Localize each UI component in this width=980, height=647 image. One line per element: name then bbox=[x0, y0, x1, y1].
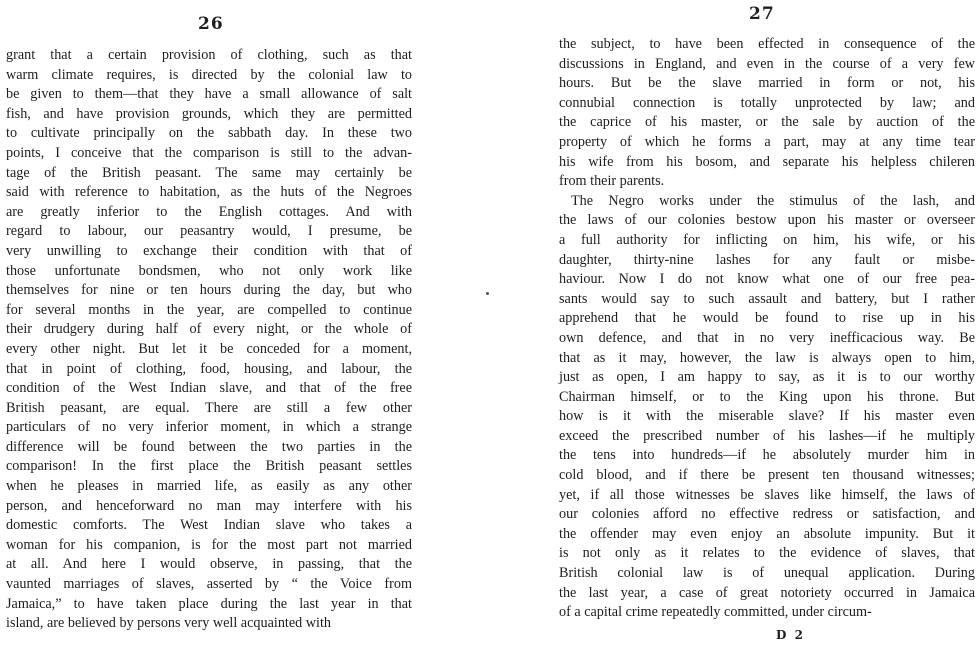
text-line: person, and henceforward no man may interfere with his bbox=[6, 497, 412, 514]
text-line: those unfortunate bondsmen, who not only work like bbox=[6, 262, 412, 279]
text-line: fish, and have provision grounds, which they are permitted bbox=[6, 105, 412, 122]
text-line: domestic comforts. The West Indian slave who takes a bbox=[6, 517, 412, 534]
text-line: property of which he forms a part, may at any time tear bbox=[559, 133, 975, 150]
text-line: The Negro works under the stimulus of the lash, and bbox=[571, 192, 975, 209]
page-number-left: 26 bbox=[198, 14, 224, 34]
text-line: the offender may even enjoy an absolute impunity. But it bbox=[559, 525, 975, 542]
text-line: of a capital crime repeatedly committed, under circum- bbox=[559, 604, 872, 621]
text-line: hours. But be the slave married in form or not, his bbox=[559, 75, 975, 92]
text-line: for several months in the year, are compelled to continue bbox=[6, 301, 412, 318]
text-line: British colonial law is of unequal application. During bbox=[559, 565, 975, 582]
text-line: grant that a certain provision of clothing, such as that bbox=[6, 47, 412, 63]
text-line: vaunted marriages of slaves, asserted by “ the Voice from bbox=[6, 576, 412, 593]
text-line: that as it may, however, the law is always open to him, bbox=[559, 349, 975, 366]
text-line: are greatly inferior to the English cottages. And with bbox=[6, 203, 412, 220]
text-line: regard to labour, our peasantry would, I presume, be bbox=[6, 223, 412, 240]
text-line: the last year, a case of great notoriety occurred in Jamaica bbox=[559, 584, 975, 601]
text-line: to cultivate principally on the sabbath day. In these two bbox=[6, 125, 412, 142]
text-line: island, are believed by persons very well acquainted with bbox=[6, 615, 332, 632]
text-line: discussions in England, and even in the course of a very few bbox=[559, 55, 975, 72]
text-line: a full authority for inflicting on him, his wife, or his bbox=[559, 231, 975, 248]
signature-mark: D 2 bbox=[776, 628, 805, 642]
text-line: British peasant, are equal. There are still a few other bbox=[6, 399, 412, 416]
right-page bbox=[490, 0, 980, 647]
text-line: points, I conceive that the comparison is still to the advan- bbox=[6, 144, 412, 161]
text-line: the tens into hundreds—if he absolutely murder him in bbox=[559, 447, 975, 464]
text-line: woman for his companion, is for the most part not married bbox=[6, 536, 412, 553]
text-line: exceed the prescribed number of his lashes—if he multiply bbox=[559, 427, 975, 444]
text-line: his wife from his bosom, and separate his helpless chileren bbox=[559, 153, 975, 170]
text-line: at all. And here I would observe, in passing, that the bbox=[6, 556, 412, 573]
text-line: just as open, I am happy to say, as it is to our worthy bbox=[559, 369, 975, 386]
text-line: condition of the West Indian slave, and that of the free bbox=[6, 380, 412, 397]
text-line: haviour. Now I do not know what one of our free pea- bbox=[559, 271, 975, 288]
text-line: said with reference to habitation, as the huts of the Negroes bbox=[6, 184, 412, 201]
text-line: is not only as it relates to the evidence of slaves, that bbox=[559, 545, 975, 562]
right-page-text bbox=[559, 35, 975, 623]
text-line: connubial connection is totally unprotected by law; and bbox=[559, 94, 975, 111]
text-line: tage of the British peasant. The same may certainly be bbox=[6, 164, 412, 181]
text-line: from their parents. bbox=[559, 173, 665, 190]
text-line: sants would say to such assault and battery, but I rather bbox=[559, 290, 975, 307]
text-line: apprehend that he would be found to rise up in his bbox=[559, 310, 975, 327]
text-line: be given to them—that they have a small allowance of salt bbox=[6, 86, 412, 103]
text-line: their drudgery during half of every night, or the whole of bbox=[6, 321, 412, 338]
text-line: our colonies afford no effective redress or satisfaction, and bbox=[559, 506, 975, 523]
text-line: when he pleases in married life, as easily as any other bbox=[6, 478, 412, 495]
left-page-text bbox=[6, 46, 412, 634]
text-line: the caprice of his master, or the sale by auction of the bbox=[559, 114, 975, 131]
text-line: cold blood, and if there be present ten thousand witnesses; bbox=[559, 467, 975, 484]
text-line: every other night. But let it be conceded for a moment, bbox=[6, 340, 412, 357]
text-line: Jamaica,” to have taken place during the last year in that bbox=[6, 595, 412, 612]
text-line: very unwilling to exchange their condition with that of bbox=[6, 242, 412, 259]
text-line: that in point of clothing, food, housing, and labour, the bbox=[6, 360, 412, 377]
text-line: particulars of no very inferior moment, in which a strange bbox=[6, 419, 412, 436]
ink-speck bbox=[486, 292, 489, 295]
text-line: how is it with the miserable slave? If his master even bbox=[559, 408, 975, 425]
text-line: yet, if all those witnesses be slaves like himself, the laws of bbox=[559, 486, 975, 503]
text-line: themselves for nine or ten hours during the day, but who bbox=[6, 282, 412, 299]
text-line: daughter, thirty-nine lashes for any fault or misbe- bbox=[559, 251, 975, 268]
text-line: own defence, and that in no very inefficacious way. Be bbox=[559, 329, 975, 346]
text-line: Chairman himself, or to the King upon his throne. But bbox=[559, 388, 975, 405]
text-line: the subject, to have been effected in consequence of the bbox=[559, 36, 975, 52]
page-number-right: 27 bbox=[749, 4, 775, 24]
text-line: warm climate requires, is directed by the colonial law to bbox=[6, 66, 412, 83]
text-line: comparison! In the first place the British peasant settles bbox=[6, 458, 412, 475]
text-line: the laws of our colonies bestow upon his master or overseer bbox=[559, 212, 975, 229]
text-line: difference will be found between the two parties in the bbox=[6, 438, 412, 455]
